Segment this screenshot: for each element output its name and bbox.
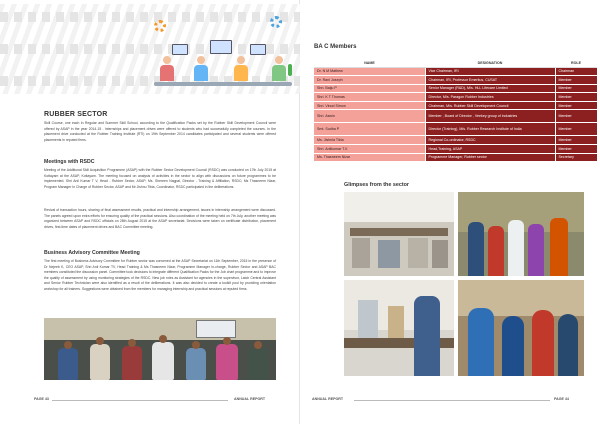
table-row xyxy=(314,76,597,85)
member-designation: Director (Training), M/s. Rubber Research Institute of India xyxy=(425,123,555,136)
member-name: Shri. Anilkumar T.V. xyxy=(314,145,425,154)
footer-page-number: PAGE 44 xyxy=(554,397,569,401)
glimpses-title: Glimpses from the sector xyxy=(344,182,410,188)
column-header-role: ROLE xyxy=(555,60,597,67)
member-role: Chairman xyxy=(555,67,597,76)
table-row xyxy=(314,110,597,123)
member-designation: Head,Training, ASAP xyxy=(425,145,555,154)
sector-photo-lab xyxy=(344,192,454,276)
table-row xyxy=(314,123,597,136)
member-designation: Regional Co-ordinator, RSDC xyxy=(425,136,555,145)
intro-paragraph: Skill Course, one each in Regular and Summer Skill School, according to the Qualification Packs set by the Rubber Skill Development Council were offered by ASAP in the year 2014-15 . Internships and placement drives were offered to students who had successfully completed the courses. In the placement drive conducted at the Rubber Training Institute (RTI) on 19th September 2014 candidates participated and several students were offered placements in reputed firms. xyxy=(44,121,276,142)
member-role: Member xyxy=(555,93,597,102)
member-designation: Chairman, M/s. Rubber Skill Development Council xyxy=(425,101,555,110)
column-header-name: NAME xyxy=(314,60,425,67)
footer-label: ANNUAL REPORT xyxy=(312,397,344,401)
sector-photo-group xyxy=(458,192,584,276)
member-name: Shri. Vinod Simon xyxy=(314,101,425,110)
meeting-photo xyxy=(44,318,276,380)
member-name: Smt. Sudha P xyxy=(314,123,425,136)
column-header-designation: DESIGNATION xyxy=(425,60,555,67)
member-designation: Chairman, IRI, Professor Emeritus, CUSAT xyxy=(425,76,555,85)
member-role: Member xyxy=(555,84,597,93)
member-name: Dr. Rani Joseph xyxy=(314,76,425,85)
member-designation: Member , Board of Director , Veekey group of industries xyxy=(425,110,555,123)
meetings-heading: Meetings with RSDC xyxy=(44,159,95,165)
table-row xyxy=(314,84,597,93)
right-page xyxy=(300,0,600,424)
meetings-paragraph: Meeting of the Additional Skill Acquisition Programme (ASAP) with the Rubber Sector Development Council (RSDC) was conducted on 17th July 2015 at Kottayam at the ASAP, Kottayam. The meeting focused on analysis of activities in the sector to align with discussions on future programmes to be implemented. Shri Anil Kumar T V, Head - Rubber Sector, ASAP; Ms. Shereen Nagpal, Director - Training & Affiliation, RSDC; Ms Thasneem Nizar, Program Manager In Charge of Rubber Sector, ASAP and Mr Jishnu Tibia, Coordinator, RSDC participated in the deliberations. xyxy=(44,168,276,189)
member-role: Member xyxy=(555,101,597,110)
table-header-row xyxy=(314,60,597,67)
sector-photo-students xyxy=(458,280,584,376)
members-title: BA C Members xyxy=(314,44,357,50)
table-row xyxy=(314,145,597,154)
member-name: Shri. Aswin xyxy=(314,110,425,123)
bac-heading: Business Advisory Committee Meeting xyxy=(44,250,140,256)
table-row xyxy=(314,67,597,76)
member-designation: Programme Manager, Rubber sector xyxy=(425,153,555,162)
table-row xyxy=(314,153,597,162)
training-illustration xyxy=(150,14,296,94)
member-designation: Director, M/s. Paragon Rubber Industries xyxy=(425,93,555,102)
member-role: Secretary xyxy=(555,153,597,162)
meetings-paragraph-2: Revival of transaction hours, sharing of final assessment results, practical and internship arrangement, issues in internship arrangement were discussed. The panels agreed upon extra efforts for ensuring quality of the practical sessions. Also coordination of the meeting held on 7th July, another meeting was organized between ASAP and RSDC officials on 28th August 2015 at the ASAP secretariat. Decisions were taken on certificate distribution, placement drives, first-time dates of placement drives and BAC Committee meeting. xyxy=(44,208,276,229)
member-designation: Vice Chairman, IRI xyxy=(425,67,555,76)
footer-page-number: PAGE 43 xyxy=(34,397,49,401)
member-name: Shri. K T Thomas xyxy=(314,93,425,102)
sector-photo-bench xyxy=(344,280,454,376)
member-designation: Senior Manager (R&D), M/s. HLL Lifecare Limited xyxy=(425,84,555,93)
table-row xyxy=(314,93,597,102)
member-role: Member xyxy=(555,76,597,85)
member-name: Ms. Jishnla Tibia xyxy=(314,136,425,145)
member-name: Dr. N M Mathew xyxy=(314,67,425,76)
table-row xyxy=(314,136,597,145)
member-name: Ms. Thasneem Nizar xyxy=(314,153,425,162)
table-row xyxy=(314,101,597,110)
member-role: Member xyxy=(555,110,597,123)
member-role: Member xyxy=(555,123,597,136)
footer-label: ANNUAL REPORT xyxy=(234,397,266,401)
member-role: Member xyxy=(555,136,597,145)
bac-members-table xyxy=(314,60,597,162)
member-name: Shri. Baiju P xyxy=(314,84,425,93)
member-role: Member xyxy=(555,145,597,154)
section-title: RUBBER SECTOR xyxy=(44,111,108,118)
bac-paragraph: The first meeting of Business Advisory Committee for Rubber sector was convened at the ASAP Secretariat on 11th September, 2015 in the presence of Dr Nejeeb K, CEO ASAP, Shri Anil Kumar TV, Head Training & Ms Thasneem Nizar, Programme Manager In-charge, Rubber Sector and ASAP BAC members constituted the discussion panel. Committee took decisions to integrate different Qualification Packs for the Job chart programme and to improve the quality of assessment by using monitoring strategies of the RSDC. New job roles as Assistant for agencies in the supervisor, Latch Central Assistant and Senior Rubber Technician were also identified as a result of the deliberations. It was also decided to create a toolkit pool by providing orientation workshop for all trainers. Suggestions were obtained from the members for managing internship and practical sessions at reputed firms. xyxy=(44,259,276,291)
